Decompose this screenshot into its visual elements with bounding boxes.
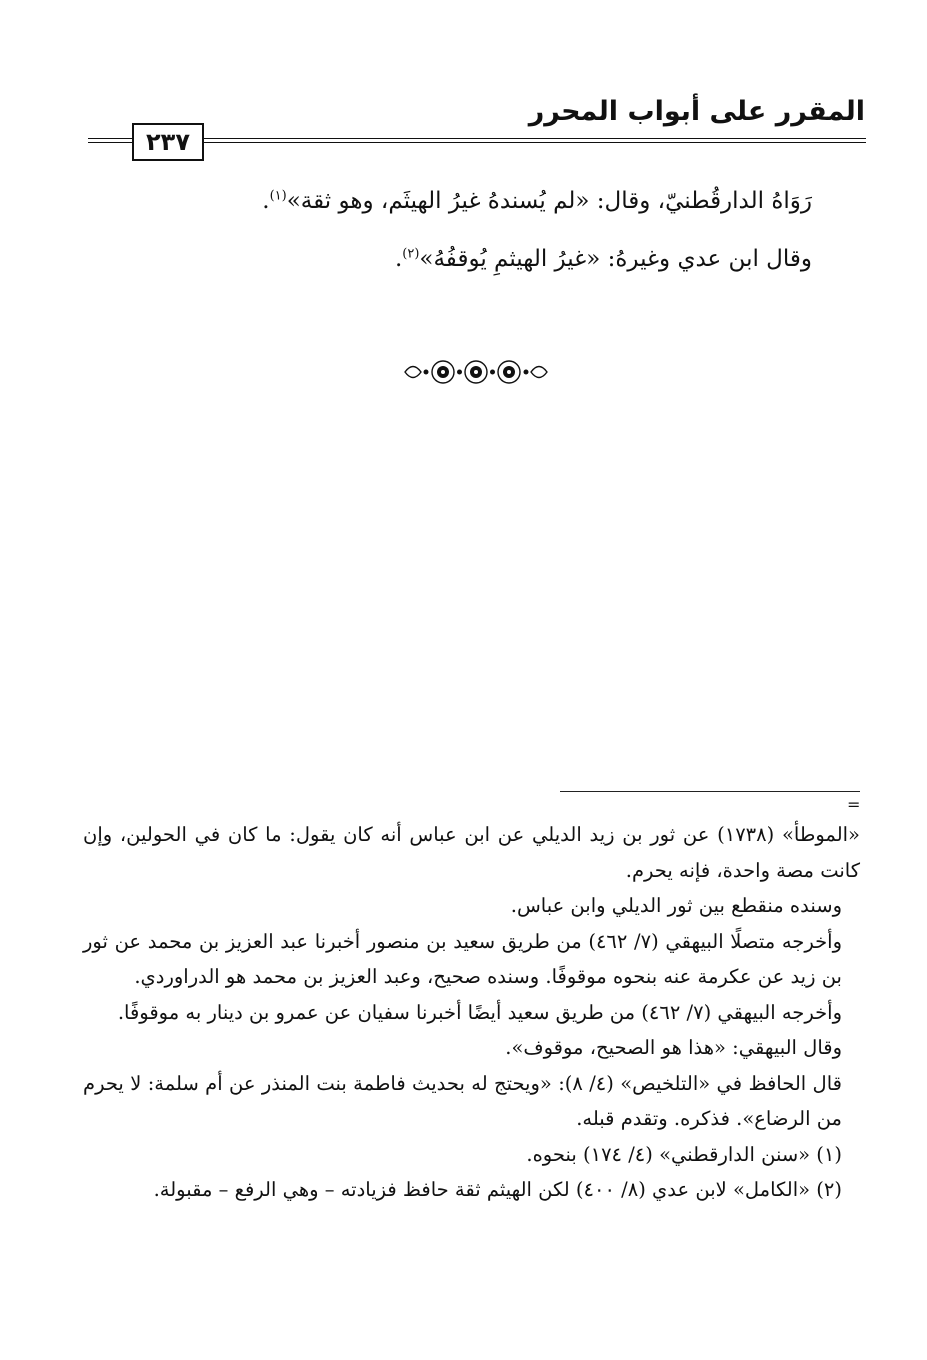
footnote-note-1: (١) «سنن الدارقطني» (٤/ ١٧٤) بنحوه. [526,1142,842,1166]
continuation-mark: = [847,795,861,814]
footnote-paragraph: وقال البيهقي: «هذا هو الصحيح، موقوف». [505,1036,842,1059]
footnote-separator [560,791,860,792]
main-line [112,230,812,288]
page-number: ٢٣٧ [132,123,204,161]
main-line-text: وقال ابن عدي وغيرهُ: «غيرُ الهيثمِ يُوقفُهُ» [419,246,812,272]
footnote-paragraph: «الموطأ» (١٧٣٨) عن ثور بن زيد الديلي عن ابن عباس أنه كان يقول: ما كان في الحولين، وإن كانت مصة واحدة، فإنه يحرم. [83,823,860,882]
footnote-paragraph: وأخرجه متصلًا البيهقي (٧/ ٤٦٢) من طريق سعيد بن منصور أخبرنا عبد العزيز بن محمد عن ثور بن زيد عن عكرمة عنه بنحوه موقوفًا. وسنده صحيح، وعبد العزيز بن محمد هو الدراوردي. [83,929,842,988]
footnote-paragraph: وأخرجه البيهقي (٧/ ٤٦٢) من طريق سعيد أيضًا أخبرنا سفيان عن عمرو بن دينار به موقوفًا. [117,1000,842,1024]
header-rule [88,138,866,143]
main-text [112,172,812,288]
footnote-ref: (٢) [402,246,420,262]
footnote-ref: (١) [269,188,287,204]
main-line-end: . [262,188,270,214]
main-line-end: . [394,246,403,272]
running-title: المقرر على أبواب المحرر [528,96,865,127]
section-end-ornament [403,357,549,387]
footnote-note-2: (٢) «الكامل» لابن عدي (٨/ ٤٠٠) لكن الهيثم ثقة حافظ فزيادته – وهي الرفع – مقبولة. [153,1178,842,1201]
main-line-text: رَوَاهُ الدارقُطنيّ، وقال: «لم يُسندهُ غيرُ الهيثَم، وهو ثقة» [286,188,812,214]
footnotes [83,817,860,1208]
main-line [112,172,812,230]
footnote-paragraph: وسنده منقطع بين ثور الديلي وابن عباس. [510,894,842,917]
footnote-paragraph: قال الحافظ في «التلخيص» (٤/ ٨): «ويحتج له بحديث فاطمة بنت المنذر عن أم سلمة: لا يحرم من الرضاع». فذكره. وتقدم قبله. [83,1071,842,1130]
